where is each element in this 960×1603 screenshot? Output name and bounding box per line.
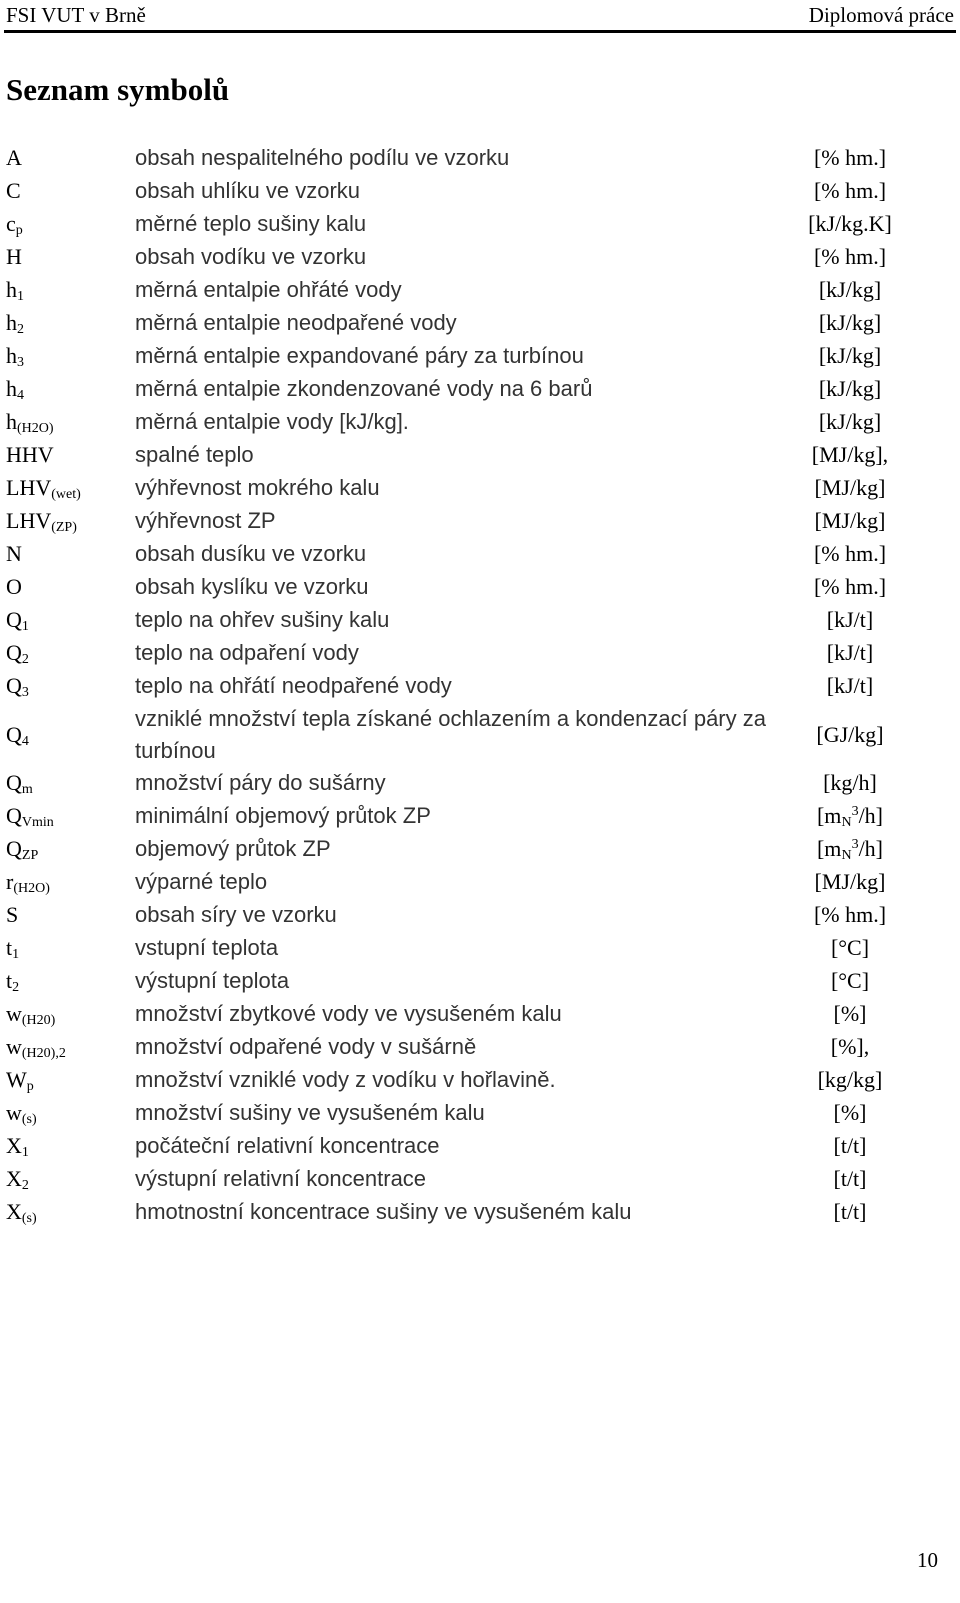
symbol-row xyxy=(0,703,960,767)
symbol-row xyxy=(0,604,960,637)
symbol-row xyxy=(0,670,960,703)
symbol xyxy=(6,442,54,468)
symbol-row xyxy=(0,307,960,340)
header-document-type: Diplomová práce xyxy=(808,3,954,27)
symbol-base: A xyxy=(6,145,22,170)
symbol-base: Q xyxy=(6,836,22,861)
symbol xyxy=(6,178,21,204)
symbol-subscript: 3 xyxy=(17,355,24,370)
symbol-description: vstupní teplota xyxy=(135,935,279,960)
symbol xyxy=(6,968,19,996)
symbol-row xyxy=(0,1163,960,1196)
symbol xyxy=(6,1067,34,1095)
symbol-list xyxy=(0,142,960,1229)
symbol-row xyxy=(0,274,960,307)
unit-superscript: 3 xyxy=(851,804,859,819)
symbol xyxy=(6,1133,29,1161)
symbol xyxy=(6,770,33,798)
symbol-subscript: p xyxy=(15,223,23,238)
symbol-unit: [kg/h] xyxy=(823,770,877,795)
symbol-base: Q xyxy=(6,722,22,747)
symbol-description: teplo na odpaření vody xyxy=(135,640,359,665)
symbol-unit: [t/t] xyxy=(833,1133,867,1158)
symbol-unit: [GJ/kg] xyxy=(816,722,884,747)
symbol-description: vzniklé množství tepla získané ochlazením a kondenzací páry za turbínou xyxy=(135,706,766,763)
symbol-description: množství vzniklé vody z vodíku v hořlavině. xyxy=(135,1067,556,1092)
symbol-base: O xyxy=(6,574,22,599)
symbol-subscript: 4 xyxy=(21,734,29,749)
symbol xyxy=(6,574,22,600)
symbol-row xyxy=(0,1130,960,1163)
symbol-base: HHV xyxy=(6,442,54,467)
symbol-unit: [% hm.] xyxy=(813,541,887,566)
symbol-row xyxy=(0,472,960,505)
symbol-unit: [%] xyxy=(833,1100,867,1125)
symbol-subscript: (s) xyxy=(21,1211,37,1226)
symbol-row xyxy=(0,1031,960,1064)
symbol-row xyxy=(0,142,960,175)
unit-text: [m xyxy=(816,836,842,861)
symbol-base: W xyxy=(6,1067,27,1092)
symbol-row xyxy=(0,800,960,833)
symbol-base: LHV xyxy=(6,508,52,533)
symbol xyxy=(6,722,29,750)
symbol-row xyxy=(0,1064,960,1097)
symbol-row xyxy=(0,505,960,538)
symbol xyxy=(6,244,22,270)
symbol-row xyxy=(0,439,960,472)
symbol-subscript: 3 xyxy=(21,685,29,700)
symbol-description: spalné teplo xyxy=(135,442,254,467)
symbol-base: X xyxy=(6,1133,22,1158)
symbol xyxy=(6,1001,55,1029)
symbol xyxy=(6,376,24,404)
symbol-subscript: Vmin xyxy=(21,815,54,830)
symbol-subscript: 1 xyxy=(21,619,29,634)
symbol-description: měrná entalpie vody [kJ/kg]. xyxy=(135,409,409,434)
symbol-description: obsah nespalitelného podílu ve vzorku xyxy=(135,145,510,170)
symbol-description: výstupní teplota xyxy=(135,968,290,993)
symbol-base: w xyxy=(6,1100,22,1125)
symbol-description: množství odpařené vody v sušárně xyxy=(135,1034,477,1059)
symbol-unit: [%], xyxy=(830,1034,870,1059)
symbol-base: C xyxy=(6,178,21,203)
symbol-base: t xyxy=(6,935,13,960)
page-number: 10 xyxy=(917,1548,938,1572)
symbol-subscript: 2 xyxy=(21,1178,29,1193)
symbol-subscript: (s) xyxy=(21,1112,37,1127)
unit-superscript: 3 xyxy=(851,837,859,852)
symbol-subscript: (wet) xyxy=(51,487,81,502)
symbol-row xyxy=(0,571,960,604)
symbol-row xyxy=(0,637,960,670)
symbol-row xyxy=(0,1196,960,1229)
symbol xyxy=(6,310,24,338)
symbol-unit: [kJ/kg] xyxy=(818,310,882,335)
symbol xyxy=(6,607,29,635)
symbol-unit: [kJ/kg.K] xyxy=(808,211,892,236)
symbol-unit: [kJ/kg] xyxy=(818,376,882,401)
symbol-subscript: p xyxy=(26,1079,34,1094)
unit-text: /h] xyxy=(858,803,884,828)
symbol xyxy=(6,541,22,567)
symbol-subscript: 1 xyxy=(12,947,20,962)
symbol-base: Q xyxy=(6,770,22,795)
symbol-description: výhřevnost ZP xyxy=(135,508,276,533)
symbol-base: LHV xyxy=(6,475,52,500)
symbol-base: h xyxy=(6,310,17,335)
symbol-description: hmotnostní koncentrace sušiny ve vysušeném kalu xyxy=(135,1199,632,1224)
symbol-unit: [t/t] xyxy=(833,1166,867,1191)
symbol-row xyxy=(0,866,960,899)
symbol xyxy=(6,1199,37,1227)
symbol xyxy=(6,640,29,668)
symbol-base: h xyxy=(6,343,17,368)
symbol-base: X xyxy=(6,1199,22,1224)
symbol-base: N xyxy=(6,541,22,566)
symbol-subscript: 2 xyxy=(12,980,20,995)
symbol-unit: [kJ/t] xyxy=(826,640,874,665)
symbol xyxy=(6,145,22,171)
symbol-description: měrná entalpie zkondenzované vody na 6 barů xyxy=(135,376,593,401)
symbol-unit: [t/t] xyxy=(833,1199,867,1224)
symbol-unit: [kJ/t] xyxy=(826,673,874,698)
symbol-base: Q xyxy=(6,673,22,698)
symbol-unit: [% hm.] xyxy=(813,145,887,170)
symbol-base: c xyxy=(6,211,16,236)
symbol-row xyxy=(0,538,960,571)
symbol-base: r xyxy=(6,869,14,894)
symbol-subscript: ZP xyxy=(21,848,39,863)
symbol-base: w xyxy=(6,1034,22,1059)
symbol-base: w xyxy=(6,1001,22,1026)
symbol xyxy=(6,935,19,963)
symbol xyxy=(6,869,50,897)
symbol-description: měrná entalpie ohřáté vody xyxy=(135,277,402,302)
symbol xyxy=(6,211,23,239)
symbol-row xyxy=(0,998,960,1031)
symbol-row xyxy=(0,406,960,439)
symbol-description: měrné teplo sušiny kalu xyxy=(135,211,367,236)
symbol-unit: [MJ/kg] xyxy=(814,475,886,500)
unit-text: /h] xyxy=(858,836,884,861)
symbol-subscript: (H2O) xyxy=(17,421,54,436)
symbol-description: obsah dusíku ve vzorku xyxy=(135,541,367,566)
symbol-row xyxy=(0,833,960,866)
symbol-unit: [% hm.] xyxy=(813,178,887,203)
symbol xyxy=(6,1166,29,1194)
symbol-subscript: 1 xyxy=(17,289,24,304)
symbol-subscript: (ZP) xyxy=(51,520,77,535)
symbol-row xyxy=(0,899,960,932)
symbol-subscript: 2 xyxy=(21,652,29,667)
symbol-unit: [kJ/t] xyxy=(826,607,874,632)
symbol-unit: [%] xyxy=(833,1001,867,1026)
symbol-base: X xyxy=(6,1166,22,1191)
symbol-row xyxy=(0,340,960,373)
symbol-base: Q xyxy=(6,640,22,665)
symbol-row xyxy=(0,767,960,800)
symbol-unit: [kJ/kg] xyxy=(818,409,882,434)
symbol-row xyxy=(0,373,960,406)
symbol-description: objemový průtok ZP xyxy=(135,836,331,861)
symbol-description: výparné teplo xyxy=(135,869,268,894)
symbol-subscript: 2 xyxy=(17,322,24,337)
symbol-subscript: 1 xyxy=(21,1145,29,1160)
symbol-subscript: m xyxy=(21,782,33,797)
unit-subscript: N xyxy=(841,848,852,863)
symbol-base: S xyxy=(6,902,19,927)
symbol-subscript: (H20) xyxy=(21,1013,56,1028)
symbol-subscript: (H20),2 xyxy=(21,1046,66,1061)
symbol-description: množství sušiny ve vysušeném kalu xyxy=(135,1100,485,1125)
symbol-unit: [% hm.] xyxy=(813,244,887,269)
symbol-description: minimální objemový průtok ZP xyxy=(135,803,431,828)
symbol-unit: [kJ/kg] xyxy=(818,277,882,302)
unit-subscript: N xyxy=(841,815,852,830)
symbol-description: množství páry do sušárny xyxy=(135,770,386,795)
symbol xyxy=(6,277,24,305)
symbol-base: h xyxy=(6,277,17,302)
symbol-base: Q xyxy=(6,607,22,632)
symbol-description: obsah síry ve vzorku xyxy=(135,902,337,927)
symbol xyxy=(6,475,81,503)
symbol xyxy=(6,343,24,371)
symbol-description: měrná entalpie expandované páry za turbínou xyxy=(135,343,584,368)
symbol-unit: [kJ/kg] xyxy=(818,343,882,368)
symbol-unit: [kg/kg] xyxy=(817,1067,883,1092)
symbol xyxy=(6,902,18,928)
header-rule xyxy=(4,30,956,33)
header-institution: FSI VUT v Brně xyxy=(6,3,146,27)
symbol-unit xyxy=(790,803,910,829)
symbol-base: t xyxy=(6,968,13,993)
symbol xyxy=(6,836,38,864)
symbol-unit: [% hm.] xyxy=(813,574,887,599)
symbol-unit: [MJ/kg] xyxy=(814,508,886,533)
symbol xyxy=(6,409,54,437)
symbol-description: výstupní relativní koncentrace xyxy=(135,1166,427,1191)
symbol xyxy=(6,673,29,701)
symbol-unit: [% hm.] xyxy=(813,902,887,927)
page-title: Seznam symbolů xyxy=(6,72,230,107)
symbol-description: počáteční relativní koncentrace xyxy=(135,1133,440,1158)
symbol-unit xyxy=(790,836,910,862)
symbol-row xyxy=(0,965,960,998)
symbol-description: měrná entalpie neodpařené vody xyxy=(135,310,457,335)
symbol-description: obsah vodíku ve vzorku xyxy=(135,244,367,269)
symbol xyxy=(6,803,54,831)
symbol-base: h xyxy=(6,376,17,401)
symbol-base: Q xyxy=(6,803,22,828)
symbol xyxy=(6,1034,66,1062)
symbol-description: teplo na ohřátí neodpařené vody xyxy=(135,673,452,698)
symbol-base: H xyxy=(6,244,22,269)
symbol-unit: [°C] xyxy=(830,968,870,993)
symbol-row xyxy=(0,1097,960,1130)
symbol-description: výhřevnost mokrého kalu xyxy=(135,475,380,500)
symbol-row xyxy=(0,175,960,208)
symbol-row xyxy=(0,241,960,274)
unit-text: [m xyxy=(816,803,842,828)
symbol-unit: [MJ/kg] xyxy=(814,869,886,894)
symbol xyxy=(6,508,77,536)
symbol-row xyxy=(0,208,960,241)
symbol-unit: [°C] xyxy=(830,935,870,960)
symbol-description: teplo na ohřev sušiny kalu xyxy=(135,607,390,632)
symbol-description: množství zbytkové vody ve vysušeném kalu xyxy=(135,1001,562,1026)
symbol-subscript: 4 xyxy=(17,388,24,403)
symbol-description: obsah kyslíku ve vzorku xyxy=(135,574,369,599)
symbol-row xyxy=(0,932,960,965)
page-header xyxy=(0,0,960,34)
symbol xyxy=(6,1100,37,1128)
symbol-base: h xyxy=(6,409,17,434)
symbol-subscript: (H2O) xyxy=(13,881,50,896)
symbol-unit: [MJ/kg], xyxy=(811,442,889,467)
symbol-description: obsah uhlíku ve vzorku xyxy=(135,178,361,203)
